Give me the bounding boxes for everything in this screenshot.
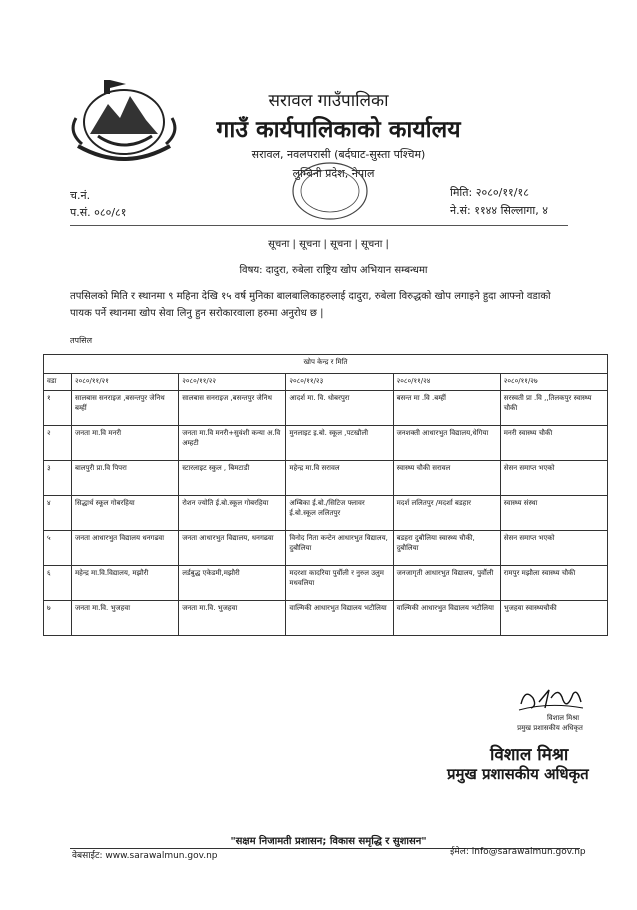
- table-cell: जनता मा.वि मनरी: [72, 426, 179, 461]
- table-cell: सेसन समाप्त भएको: [500, 461, 607, 496]
- reference-block: [70, 187, 126, 221]
- table-cell: जनता मा.वि. भुजहवा: [72, 601, 179, 636]
- body-paragraph: तपसिलको मिति र स्थानमा ९ महिना देखि १५ वर्ष मुनिका बालबालिकाहरुलाई दादुरा, रुबेला विरुद्धको खोप लगाइने हुदा आफ्नो वडाको पायक पर्ने स्थानमा खोप सेवा लिनु हुन सरोकारवाला हरुमा अनुरोध छ |: [70, 291, 551, 319]
- column-header: २०८०/११/२२: [179, 374, 286, 391]
- table-row: [44, 461, 608, 496]
- table-cell: जनजागृती आधारभुत विद्यालय, पुर्वौली: [393, 566, 500, 601]
- table-cell: ५: [44, 531, 72, 566]
- date-miti: मिति: २०८०/११/१८: [450, 186, 529, 199]
- table-cell: भुजहवा स्वास्थ्यचौकी: [500, 601, 607, 636]
- table-cell: जनता आधारभुत विद्यालय धनगढवा: [72, 531, 179, 566]
- table-cell: लर्डबुद्ध एकेडमी,मझौरी: [179, 566, 286, 601]
- table-cell: सिद्धार्थ स्कूल गोबरहिया: [72, 496, 179, 531]
- table-row: [44, 426, 608, 461]
- column-header: २०८०/११/२७: [500, 374, 607, 391]
- table-cell: स्वास्थ्य चौकी सरावल: [393, 461, 500, 496]
- table-cell: महेन्द्र मा.वि सरावल: [286, 461, 393, 496]
- table-cell: जनता आधारभुत विद्यालय, धनगढवा: [179, 531, 286, 566]
- office-address: सरावल, नवलपरासी (बर्दघाट-सुस्ता पश्चिम): [251, 148, 426, 161]
- vaccination-schedule-table: [43, 354, 608, 636]
- signatory-title: प्रमुख प्रशासकीय अधिकृत: [517, 724, 583, 732]
- table-cell: जनशक्ती आधारभुत विद्यालय,धेगिया: [393, 426, 500, 461]
- date-nepal-sambat: ने.सं: ११४४ सिल्लागा, ४: [450, 204, 548, 217]
- table-cell: बडहरा दुबौलिया स्वास्थ्य चौकी, दुबौलिया: [393, 531, 500, 566]
- table-cell: महेन्द्र मा.वि.विद्यालय, मझौरी: [72, 566, 179, 601]
- footer-motto: "सक्षम निजामती प्रशासन; विकास समृद्धि र सुशासन": [230, 836, 427, 847]
- table-cell: २: [44, 426, 72, 461]
- table-row: [44, 391, 608, 426]
- table-row: [44, 566, 608, 601]
- table-row: [44, 531, 608, 566]
- table-cell: १: [44, 391, 72, 426]
- name-stamp: विशाल मिश्रा: [490, 745, 569, 765]
- table-cell: जनता मा.वि मनरी+सुवंशी कन्या अ.वि अम्हटी: [179, 426, 286, 461]
- table-cell: ३: [44, 461, 72, 496]
- table-cell: वाल्मिकी आधारभुत विद्यालय भटौलिया: [286, 601, 393, 636]
- subject-line: विषय: दादुरा, रुबेला राष्ट्रिय खोप अभियान सम्बन्धमा: [239, 265, 428, 276]
- table-header-row: [44, 374, 608, 391]
- table-cell: मदरशा कादरिया पुर्वौली र नुरुल उलुम मधवलिया: [286, 566, 393, 601]
- letter-number: च.नं.: [70, 189, 91, 202]
- column-header: वडा: [44, 374, 72, 391]
- table-cell: आदर्श मा. वि. धोबरपुरा: [286, 391, 393, 426]
- table-cell: ४: [44, 496, 72, 531]
- table-cell: मुनलाइट इ.बो. स्कूल ,पटखौली: [286, 426, 393, 461]
- table-cell: विनोद निता कन्टेन आधारभुत विद्यालय, दुबौलिया: [286, 531, 393, 566]
- signatory-name: विशाल मिश्रा: [546, 714, 580, 722]
- table-row: [44, 496, 608, 531]
- table-cell: रोशन ज्योति ई.बो.स्कूल गोबरहिया: [179, 496, 286, 531]
- table-cell: स्टारलाइट स्कुल , बिमटाडी: [179, 461, 286, 496]
- column-header: २०८०/११/२१: [72, 374, 179, 391]
- date-block: [450, 184, 548, 220]
- table-cell: बालपुरी प्रा.वि पिपरा: [72, 461, 179, 496]
- table-cell: वाल्मिकी आधारभुत विद्यालय भटौलिया: [393, 601, 500, 636]
- table-cell: अम्बिका ई.बो./सिटिज फ्लावर ई.बो.स्कूल ललितपुर: [286, 496, 393, 531]
- column-header: २०८०/११/२४: [393, 374, 500, 391]
- table-cell: मनरी स्वास्थ्य चौकी: [500, 426, 607, 461]
- table-cell: सरस्वती प्रा .वि ,,तिलकपुर स्वास्थ्य चौकी: [500, 391, 607, 426]
- footer-email: ईमेल: info@sarawalmun.gov.np: [450, 847, 586, 857]
- table-cell: ६: [44, 566, 72, 601]
- table-cell: स्वास्थ्य संस्था: [500, 496, 607, 531]
- table-cell: ७: [44, 601, 72, 636]
- table-cell: बसन्त मा .वि .बम्हीं: [393, 391, 500, 426]
- table-cell: सालबास सनराइज ,बसन्तपुर जेनिथ बम्हीं: [72, 391, 179, 426]
- footer-website: वेबसाईट: www.sarawalmun.gov.np: [72, 851, 218, 861]
- office-stamp-icon: [290, 160, 370, 222]
- tapsil-label: तपसिल: [70, 336, 93, 345]
- signature-scribble-icon: [515, 680, 585, 714]
- fiscal-year: प.सं. ०८०/८१: [70, 206, 127, 219]
- table-cell: रामपुर मझौला स्वास्थ्य चौकी: [500, 566, 607, 601]
- table-cell: मदर्श ललितपुर /मदर्शा बडहार: [393, 496, 500, 531]
- municipality-name: सरावल गाउँपालिका: [268, 91, 389, 111]
- table-title: खोप केन्द्र र मिति: [44, 355, 608, 374]
- header-divider: [70, 225, 568, 226]
- title-stamp: प्रमुख प्रशासकीय अधिकृत: [447, 765, 589, 783]
- table-cell: सेसन समाप्त भएको: [500, 531, 607, 566]
- table-row: [44, 601, 608, 636]
- office-name: गाउँ कार्यपालिकाको कार्यालय: [216, 117, 461, 143]
- column-header: २०८०/११/२३: [286, 374, 393, 391]
- table-cell: सालबास सनराइज ,बसन्तपुर जेनिथ: [179, 391, 286, 426]
- notice-heading: सूचना | सूचना | सूचना | सूचना |: [268, 239, 389, 250]
- table-cell: जनता मा.वि. भुजहवा: [179, 601, 286, 636]
- office-province: लुम्बिनी प्रदेश, नेपाल: [292, 167, 375, 180]
